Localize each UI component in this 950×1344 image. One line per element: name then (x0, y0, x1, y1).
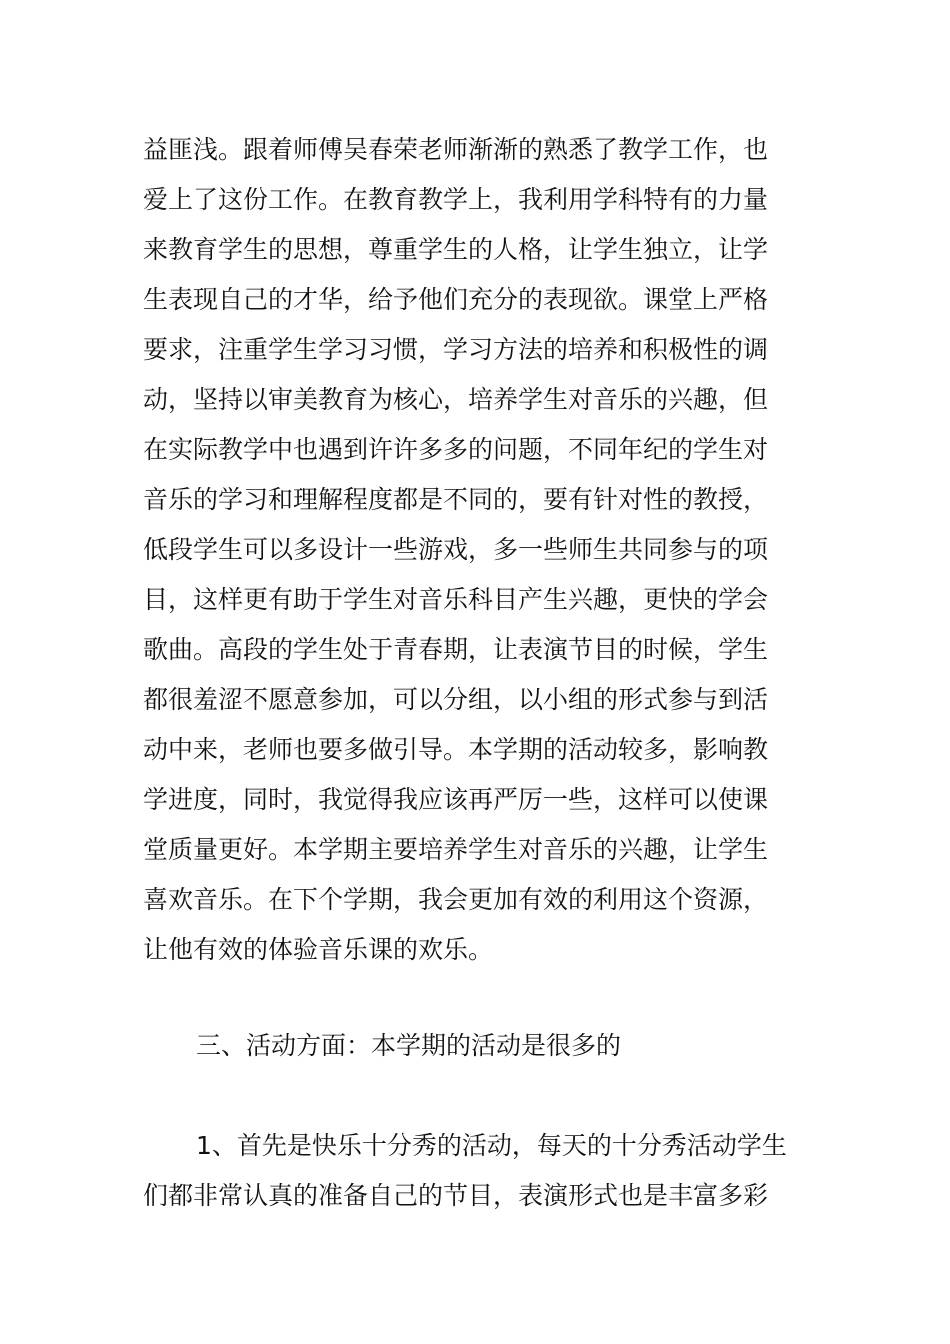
paragraph-line: 低段学生可以多设计一些游戏，多一些师生共同参与的项 (143, 535, 769, 564)
paragraph-line: 堂质量更好。本学期主要培养学生对音乐的兴趣，让学生 (143, 835, 769, 864)
list-item-line: 1、首先是快乐十分秀的活动，每天的十分秀活动学生 (196, 1131, 787, 1160)
paragraph-line: 要求，注重学生学习习惯，学习方法的培养和积极性的调 (143, 335, 769, 364)
paragraph-line: 都很羞涩不愿意参加，可以分组，以小组的形式参与到活 (143, 685, 769, 714)
paragraph-line: 动，坚持以审美教育为核心，培养学生对音乐的兴趣，但 (143, 385, 769, 414)
paragraph-line: 歌曲。高段的学生处于青春期，让表演节目的时候，学生 (143, 635, 769, 664)
paragraph-line: 让他有效的体验音乐课的欢乐。 (143, 935, 494, 964)
section-heading: 三、活动方面：本学期的活动是很多的 (196, 1031, 622, 1060)
paragraph-line: 在实际教学中也遇到许许多多的问题，不同年纪的学生对 (143, 435, 769, 464)
paragraph-line: 喜欢音乐。在下个学期，我会更加有效的利用这个资源， (143, 885, 769, 914)
paragraph-line: 生表现自己的才华，给予他们充分的表现欲。课堂上严格 (143, 285, 769, 314)
list-item-line: 们都非常认真的准备自己的节目，表演形式也是丰富多彩 (143, 1181, 769, 1210)
paragraph-line: 益匪浅。跟着师傅吴春荣老师渐渐的熟悉了教学工作，也 (143, 135, 769, 164)
paragraph-line: 动中来，老师也要多做引导。本学期的活动较多，影响教 (143, 735, 769, 764)
paragraph-line: 爱上了这份工作。在教育教学上，我利用学科特有的力量 (143, 185, 769, 214)
paragraph-line: 来教育学生的思想，尊重学生的人格，让学生独立，让学 (143, 235, 769, 264)
paragraph-line: 音乐的学习和理解程度都是不同的，要有针对性的教授， (143, 485, 769, 514)
paragraph-line: 学进度，同时，我觉得我应该再严厉一些，这样可以使课 (143, 785, 769, 814)
paragraph-line: 目，这样更有助于学生对音乐科目产生兴趣，更快的学会 (143, 585, 769, 614)
